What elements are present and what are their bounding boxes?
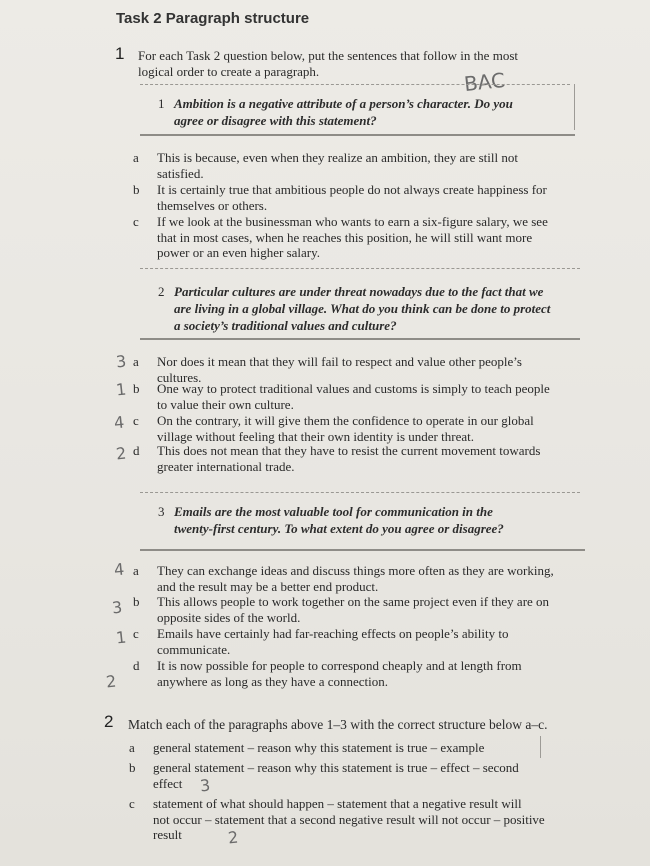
s2-a-tick	[540, 736, 541, 758]
s2-item-b: b general statement – reason why this statement is true – effect – second effect	[129, 760, 519, 791]
q2-d-mark: 2	[115, 443, 128, 464]
q3-item-a: a They can exchange ideas and discuss things more often as they are working, and the result may be a better end product.	[133, 563, 554, 594]
question-3-top-rule	[140, 492, 580, 493]
question-1-bottom-rule	[140, 134, 575, 136]
q2-item-b: b One way to protect traditional values and customs is simply to teach people to value their own culture.	[133, 381, 550, 412]
question-2-prompt: 2 Particular cultures are under threat nowadays due to the fact that we are living in a global village. What do you think can be done to protect a society’s traditional values and culture?	[158, 284, 551, 333]
question-1-top-rule	[140, 84, 570, 85]
task-topic: Paragraph structure	[165, 10, 310, 27]
q2-item-d: d This does not mean that they have to resist the current movement towards greater international trade.	[133, 443, 541, 474]
question-2-bottom-rule	[140, 338, 580, 340]
q3-c-mark: 1	[115, 627, 128, 648]
q3-item-b: b This allows people to work together on the same project even if they are on opposite sides of the world.	[133, 594, 550, 625]
question-3-prompt: 3 Emails are the most valuable tool for communication in the twenty-first century. To what extent do you agree or disagree?	[158, 504, 504, 536]
q2-item-c: c On the contrary, it will give them the confidence to operate in our global village without feeling that their own identity is under threat.	[133, 413, 534, 444]
question-3-bottom-rule	[140, 549, 585, 551]
q3-d-mark: 2	[105, 671, 118, 692]
s2-item-c: c statement of what should happen – statement that a negative result will not occur – statement that a second negative result will not occur – positive result	[129, 796, 545, 842]
q1-item-a: a This is because, even when they realize an ambition, they are still not satisfied.	[133, 150, 518, 181]
s2-item-a: a general statement – reason why this statement is true – example	[129, 740, 485, 755]
s2-c-mark: 2	[227, 827, 240, 848]
section-1-number: 1	[115, 44, 125, 63]
q2-a-mark: 3	[115, 351, 128, 372]
section-1-instruction: For each Task 2 question below, put the sentences that follow in the most logical order to create a paragraph.	[138, 48, 518, 79]
task-label: Task 2	[116, 10, 162, 27]
section-2-number: 2	[104, 712, 114, 731]
q3-item-c: c Emails have certainly had far-reaching effects on people’s ability to communicate.	[133, 626, 509, 657]
q3-item-d: d It is now possible for people to correspond cheaply and at length from anywhere as long as they have a connection.	[133, 658, 522, 689]
q1-item-b: b It is certainly true that ambitious people do not always create happiness for themselves or others.	[133, 182, 547, 213]
q1-item-c: c If we look at the businessman who wants to earn a six-figure salary, we see that in most cases, when he reaches this position, he will still want more power or an even higher salary.	[133, 214, 548, 260]
q2-item-a: a Nor does it mean that they will fail to respect and value other people’s cultures.	[133, 354, 522, 385]
question-1-right-edge	[574, 84, 575, 130]
handwritten-answer-bac: BAC	[462, 67, 507, 97]
q2-c-mark: 4	[113, 412, 126, 433]
q2-b-mark: 1	[115, 379, 128, 400]
q3-b-mark: 3	[111, 597, 124, 618]
question-1-prompt: 1 Ambition is a negative attribute of a person’s character. Do you agree or disagree with this statement?	[158, 96, 513, 128]
section-2-instruction: Match each of the paragraphs above 1–3 with the correct structure below a–c.	[128, 717, 548, 732]
s2-b-mark: 3	[199, 775, 212, 796]
page-title	[116, 10, 309, 27]
question-2-top-rule	[140, 268, 580, 269]
q3-a-mark: 4	[113, 559, 126, 580]
